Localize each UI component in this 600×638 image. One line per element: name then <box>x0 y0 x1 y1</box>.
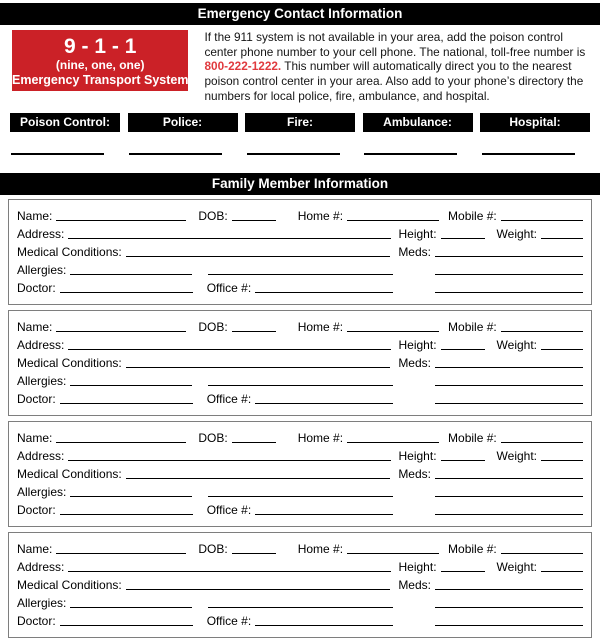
mobile-phone-label: Mobile #: <box>448 319 497 334</box>
mobile-phone-label: Mobile #: <box>448 430 497 445</box>
doctor-label: Doctor: <box>17 502 56 517</box>
medical-conditions-blank <box>126 256 391 257</box>
member-row-medical <box>17 353 583 371</box>
meds-blank <box>435 367 583 368</box>
dob-label: DOB: <box>198 319 228 334</box>
office-phone-blank <box>255 292 393 293</box>
address-label: Address: <box>17 226 65 241</box>
weight-blank <box>541 571 583 572</box>
paragraph-text-after: This number will automatically direct you to the nearest poison control center in your area. Also add to your phone’s directory the numbers for local police, fire, ambulance, and hospital. <box>204 59 584 103</box>
member-row-name <box>17 206 583 224</box>
address-blank <box>68 349 390 350</box>
member-row-medical <box>17 575 583 593</box>
doctor-blank <box>60 625 193 626</box>
emergency-contact-blanks-row <box>11 153 575 155</box>
doctor-blank <box>60 292 193 293</box>
dob-blank <box>232 442 276 443</box>
office-phone-blank <box>255 625 393 626</box>
allergies-label: Allergies: <box>17 262 67 277</box>
member-row-medical <box>17 464 583 482</box>
allergies-continued-blank <box>208 607 393 608</box>
name-label: Name: <box>17 319 53 334</box>
home-phone-label: Home #: <box>297 208 344 223</box>
contact-label-poison-control: Poison Control: <box>10 113 120 132</box>
member-row-allergies <box>17 260 583 278</box>
allergies-blank <box>70 274 192 275</box>
weight-label: Weight: <box>496 448 537 463</box>
address-blank <box>68 238 390 239</box>
section-title: Family Member Information <box>211 175 389 191</box>
office-phone-blank <box>255 514 393 515</box>
dob-label: DOB: <box>198 430 228 445</box>
911-caption: Emergency Transport System <box>12 73 189 87</box>
weight-label: Weight: <box>496 226 537 241</box>
office-phone-label: Office #: <box>206 280 252 295</box>
home-phone-blank <box>347 220 439 221</box>
meds-blank <box>435 589 583 590</box>
meds-continued-blank-2 <box>435 403 583 404</box>
member-row-name <box>17 428 583 446</box>
address-label: Address: <box>17 559 65 574</box>
medical-conditions-label: Medical Conditions: <box>17 244 122 259</box>
section-title: Emergency Contact Information <box>197 6 403 21</box>
meds-continued-blank <box>435 385 583 386</box>
dob-label: DOB: <box>198 541 228 556</box>
home-phone-label: Home #: <box>297 430 344 445</box>
office-phone-blank <box>255 403 393 404</box>
contact-blank-police <box>129 153 222 155</box>
contact-blank-ambulance <box>364 153 457 155</box>
meds-blank <box>435 256 583 257</box>
doctor-label: Doctor: <box>17 280 56 295</box>
office-phone-label: Office #: <box>206 613 252 628</box>
member-row-allergies <box>17 482 583 500</box>
doctor-blank <box>60 514 193 515</box>
medical-conditions-label: Medical Conditions: <box>17 466 122 481</box>
section-header-family <box>0 173 600 195</box>
emergency-intro-section <box>12 30 595 104</box>
height-label: Height: <box>398 226 437 241</box>
allergies-blank <box>70 607 192 608</box>
family-member-block <box>8 199 592 305</box>
dob-blank <box>232 553 276 554</box>
meds-label: Meds: <box>398 466 431 481</box>
poison-control-phone-number: 800-222-1222. <box>204 59 282 74</box>
doctor-blank <box>60 403 193 404</box>
member-row-address <box>17 557 583 575</box>
meds-continued-blank-2 <box>435 625 583 626</box>
name-blank <box>56 553 186 554</box>
meds-continued-blank <box>435 496 583 497</box>
height-label: Height: <box>398 448 437 463</box>
contact-blank-hospital <box>482 153 575 155</box>
allergies-blank <box>70 496 192 497</box>
height-label: Height: <box>398 337 437 352</box>
section-header-emergency <box>0 3 600 25</box>
meds-continued-blank <box>435 274 583 275</box>
height-blank <box>441 238 485 239</box>
allergies-blank <box>70 385 192 386</box>
address-blank <box>68 571 390 572</box>
mobile-phone-label: Mobile #: <box>448 208 497 223</box>
weight-blank <box>541 460 583 461</box>
height-blank <box>441 460 485 461</box>
name-blank <box>56 442 186 443</box>
name-label: Name: <box>17 541 53 556</box>
member-row-address <box>17 224 583 242</box>
dob-blank <box>232 220 276 221</box>
home-phone-label: Home #: <box>297 319 344 334</box>
member-row-doctor <box>17 278 583 296</box>
medical-conditions-blank <box>126 589 391 590</box>
contact-label-fire: Fire: <box>245 113 355 132</box>
allergies-continued-blank <box>208 274 393 275</box>
contact-label-hospital: Hospital: <box>480 113 590 132</box>
family-member-block <box>8 421 592 527</box>
mobile-phone-blank <box>501 442 583 443</box>
height-label: Height: <box>398 559 437 574</box>
home-phone-blank <box>347 442 439 443</box>
member-row-medical <box>17 242 583 260</box>
meds-label: Meds: <box>398 244 431 259</box>
member-row-doctor <box>17 611 583 629</box>
mobile-phone-blank <box>501 331 583 332</box>
contact-blank-poison-control <box>11 153 104 155</box>
height-blank <box>441 571 485 572</box>
name-label: Name: <box>17 208 53 223</box>
member-row-name <box>17 539 583 557</box>
weight-label: Weight: <box>496 559 537 574</box>
family-member-block <box>8 310 592 416</box>
emergency-contact-labels-row <box>10 113 590 132</box>
address-label: Address: <box>17 448 65 463</box>
medical-conditions-blank <box>126 478 391 479</box>
poison-control-paragraph <box>204 30 595 104</box>
doctor-label: Doctor: <box>17 613 56 628</box>
allergies-label: Allergies: <box>17 484 67 499</box>
medical-conditions-blank <box>126 367 391 368</box>
name-label: Name: <box>17 430 53 445</box>
member-row-allergies <box>17 371 583 389</box>
document-page <box>0 3 600 638</box>
weight-blank <box>541 238 583 239</box>
911-alert-box <box>12 30 188 91</box>
weight-blank <box>541 349 583 350</box>
dob-label: DOB: <box>198 208 228 223</box>
home-phone-label: Home #: <box>297 541 344 556</box>
allergies-continued-blank <box>208 496 393 497</box>
allergies-label: Allergies: <box>17 595 67 610</box>
member-row-doctor <box>17 389 583 407</box>
medical-conditions-label: Medical Conditions: <box>17 577 122 592</box>
address-blank <box>68 460 390 461</box>
allergies-label: Allergies: <box>17 373 67 388</box>
meds-label: Meds: <box>398 355 431 370</box>
height-blank <box>441 349 485 350</box>
meds-continued-blank-2 <box>435 292 583 293</box>
911-number: 9 - 1 - 1 <box>64 35 137 58</box>
contact-blank-fire <box>247 153 340 155</box>
meds-blank <box>435 478 583 479</box>
member-row-address <box>17 446 583 464</box>
address-label: Address: <box>17 337 65 352</box>
meds-label: Meds: <box>398 577 431 592</box>
name-blank <box>56 331 186 332</box>
family-member-block <box>8 532 592 638</box>
family-members-section <box>0 199 600 638</box>
mobile-phone-blank <box>501 553 583 554</box>
911-words: (nine, one, one) <box>55 58 145 72</box>
mobile-phone-label: Mobile #: <box>448 541 497 556</box>
paragraph-text-before: If the 911 system is not available in your area, add the poison control center phone number to your cell phone. The national, toll-free number is <box>204 30 586 59</box>
office-phone-label: Office #: <box>206 502 252 517</box>
member-row-doctor <box>17 500 583 518</box>
contact-label-police: Police: <box>128 113 238 132</box>
medical-conditions-label: Medical Conditions: <box>17 355 122 370</box>
home-phone-blank <box>347 553 439 554</box>
member-row-allergies <box>17 593 583 611</box>
name-blank <box>56 220 186 221</box>
mobile-phone-blank <box>501 220 583 221</box>
member-row-name <box>17 317 583 335</box>
allergies-continued-blank <box>208 385 393 386</box>
meds-continued-blank-2 <box>435 514 583 515</box>
dob-blank <box>232 331 276 332</box>
office-phone-label: Office #: <box>206 391 252 406</box>
contact-label-ambulance: Ambulance: <box>363 113 473 132</box>
home-phone-blank <box>347 331 439 332</box>
doctor-label: Doctor: <box>17 391 56 406</box>
meds-continued-blank <box>435 607 583 608</box>
member-row-address <box>17 335 583 353</box>
weight-label: Weight: <box>496 337 537 352</box>
